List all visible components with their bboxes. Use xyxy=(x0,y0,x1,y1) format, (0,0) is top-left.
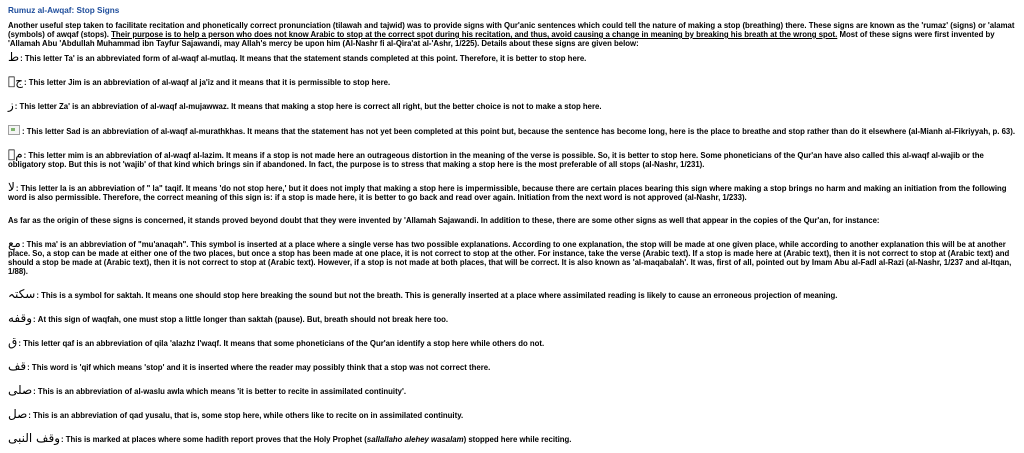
sign-za xyxy=(8,98,1022,112)
sign-text-waslu-awla: : This is an abbreviation of al-waslu awla which means 'it is better to recite in assimilated continuity'. xyxy=(33,387,407,396)
intro-text-2: Most of these signs were first invented by 'Allamah Abu 'Abdullah Muhammad ibn Tayfur Sajawandi, may Allah's mercy be upon him (Al-Nashr fi al-Qira'at al-'Ashr, 1/225). Details about these signs are given below: xyxy=(8,30,995,48)
broken-image-icon xyxy=(8,125,20,135)
sign-glyph-mim: مؔ xyxy=(8,147,23,161)
sign-glyph-qad-yusalu: صل xyxy=(8,407,28,421)
sign-waqfah xyxy=(8,311,1022,325)
sign-text-qaf: : This letter qaf is an abbreviation of qila 'alazhz l'waqf. It means that some phoneticians of the Qur'an identify a stop here while others do not. xyxy=(18,339,545,348)
sign-qif xyxy=(8,359,1022,373)
sign-sad xyxy=(8,125,1022,136)
sign-glyph-la: لا xyxy=(8,180,15,194)
page-title: Rumuz al-Awqaf: Stop Signs xyxy=(8,6,120,15)
sign-text-qif: : This word is 'qif which means 'stop' and it is inserted where the reader may possibly think that a stop was not correct there. xyxy=(27,363,491,372)
sign-text-waqf-nabi-italic: sallallaho alehey wasalam xyxy=(366,435,464,444)
sign-text-qad-yusalu: : This is an abbreviation of qad yusalu, that is, some stop here, while others like to recite on in assimilated continuity. xyxy=(28,411,464,420)
document-page xyxy=(8,6,1022,449)
sign-glyph-waslu-awla: صلى xyxy=(8,383,33,397)
sign-glyph-qaf: ق xyxy=(8,335,18,349)
sign-glyph-za: ز xyxy=(8,98,14,112)
sign-ta xyxy=(8,50,1022,64)
sign-waqf-nabi xyxy=(8,431,1022,445)
intro-underlined-text: Their purpose is to help a person who does not know Arabic to stop at the correct spot during his recitation, and thus, avoid causing a change in meaning by breaking his breath at the wrong spot. xyxy=(111,30,838,39)
sign-text-muanaqah: : This ma' is an abbreviation of "mu'anaqah". This symbol is inserted at a place where a single verse has two possible explanations. According to one explanation, the stop will be made at one given place, while according to another explanation this will be at another place. So, a stop can be made at either one of the two places, but once a stop has been made at one place, it is not correct to stop at the other. For instance, take the verse (Arabic text). If a stop is made here at (Arabic text), then it is not correct to stop at (Arabic text) and should a stop be made at (Arabic text), then it is not correct to stop at (Arabic text). However, if a stop is not made at both places, that will be correct. It is also known as 'al-maqabalah'. It was, first of all, pointed out by Imam Abu al-Fadl al-Razi (al-Nashr, 1/237 and al-Itqan, 1/88). xyxy=(8,240,1012,276)
origin-paragraph: As far as the origin of these signs is concerned, it stands proved beyond doubt that they were invented by 'Allamah Sajawandi. In addition to these, there are some other signs as well that appear in the copies of the Qur'an, for instance: xyxy=(8,216,880,225)
other-sign-list xyxy=(8,236,1022,445)
sign-glyph-waqf-nabi: وقف النبى xyxy=(8,431,61,445)
sign-glyph-saktah: سکتہ xyxy=(8,287,36,301)
sign-saktah xyxy=(8,287,1022,301)
sign-glyph-ta: ط xyxy=(8,50,20,64)
sign-waslu-awla xyxy=(8,383,1022,397)
sign-qad-yusalu xyxy=(8,407,1022,421)
sign-text-mim: : This letter mim is an abbreviation of al-waqf al-lazim. It means if a stop is not made here an outrageous distortion in the meaning of the verse is possible. So, it is better to stop here. Some phoneticians of the Qur'an have also called this al-waqf al-wajib or the obligatory stop. But this is not 'wajib' of that kind which brings sin if abandoned. In fact, the purpose is to stress that making a stop here is the most preferable of all stops (al-Nashr, 1/231). xyxy=(8,151,984,169)
sign-muanaqah xyxy=(8,236,1022,276)
sign-text-za: : This letter Za' is an abbreviation of al-waqf al-mujawwaz. It means that making a stop here is correct all right, but the better choice is not to make a stop here. xyxy=(14,102,602,111)
sign-qaf xyxy=(8,335,1022,349)
sign-text-saktah: : This is a symbol for saktah. It means one should stop here breaking the sound but not the breath. This is generally inserted at a place where assimilated reading is likely to cause an erroneous projection of meaning. xyxy=(36,291,838,300)
sign-list xyxy=(8,50,1022,202)
sign-jim xyxy=(8,74,1022,88)
sign-la xyxy=(8,180,1022,202)
sign-text-sad: : This letter Sad is an abbreviation of al-waqf al-murathkhas. It means that the statement has not yet been completed at this point but, because the sentence has become long, here is the place to breathe and stop rather than do it elsewhere (al-Mianh al-Fikriyyah, p. 63). xyxy=(22,127,1016,136)
sign-text-waqfah: : At this sign of waqfah, one must stop a little longer than saktah (pause). But, breath should not break here too. xyxy=(33,315,449,324)
sign-glyph-jim: جؔ xyxy=(8,74,23,88)
sign-text-waqf-nabi-1: : This is marked at places where some hadith report proves that the Holy Prophet ( xyxy=(61,435,367,444)
sign-mim xyxy=(8,147,1022,169)
sign-text-la: : This letter la is an abbreviation of " la" taqif. It means 'do not stop here,' but it does not imply that making a stop here is impermissible, because there are certain places bearing this sign where making a stop brings no harm and making an initiation from the following word is also permissible. Therefore, the correct meaning of this sign is: if a stop is made here, it is better to go back and read over again. Initiation from the next word is not approved (al-Nashr, 1/233). xyxy=(8,184,1007,202)
sign-text-jim: : This letter Jim is an abbreviation of al-waqf al ja'iz and it means that it is permissible to stop here. xyxy=(23,78,391,87)
intro-text-1: Another useful step taken to facilitate recitation and phonetically correct pronunciation (tilawah and tajwid) was to provide signs with Qur'anic sentences which could tell the nature of making a stop (breathing) there. These signs are known as the 'rumaz' (signs) or 'alamat (symbols) of awqaf (stops). xyxy=(8,21,1015,39)
sign-glyph-qif: قف xyxy=(8,359,27,373)
sign-text-waqf-nabi-2: ) stopped here while reciting. xyxy=(463,435,572,444)
sign-text-ta: : This letter Ta' is an abbreviated form of al-waqf al-mutlaq. It means that the statement stands completed at this point. Therefore, it is better to stop here. xyxy=(20,54,587,63)
sign-glyph-muanaqah: مع xyxy=(8,236,21,250)
sign-glyph-waqfah: وقفه xyxy=(8,311,33,325)
intro-paragraph xyxy=(8,21,1022,48)
